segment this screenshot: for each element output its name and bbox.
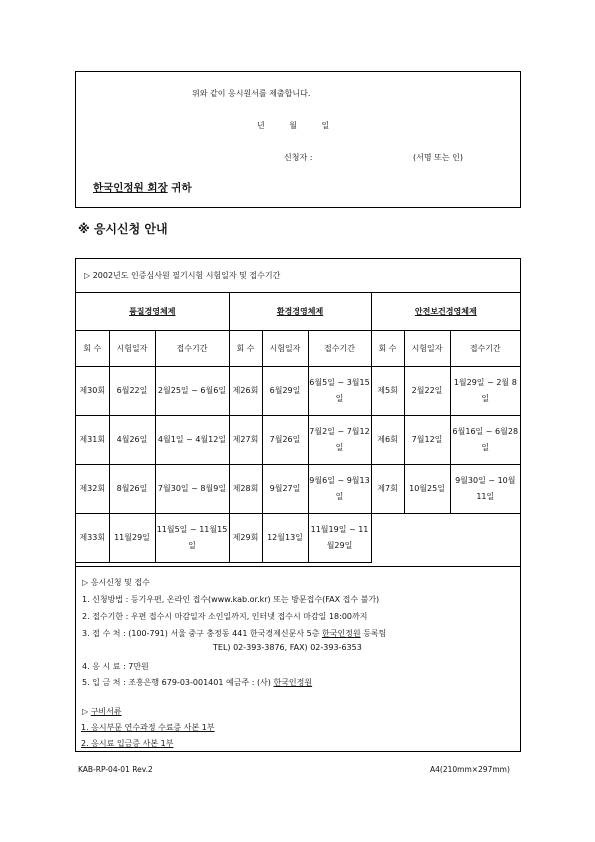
col-header-reception-period: 접수기간	[155, 331, 229, 367]
reception-period-cell: 7월30일 ~ 8월9일	[155, 465, 229, 514]
col-header-reception-period: 접수기간	[450, 331, 520, 367]
info-deadline: 2. 접수기한 : 우편 접수시 마감일자 소인일까지, 인터넷 접수시 마감일 18:00까지	[82, 612, 368, 621]
info-contact: TEL) 02-393-3876, FAX) 02-393-6353	[213, 643, 362, 652]
round-cell: 제27회	[229, 416, 262, 465]
paper-size: A4(210mm×297mm)	[430, 765, 510, 774]
round-cell: 제26회	[229, 367, 262, 416]
recipient-line	[93, 180, 192, 195]
info-payment-text: 5. 입 금 처 : 조흥은행 679-03-001401 예금주 : (사)	[82, 678, 274, 687]
round-cell: 제30회	[76, 367, 109, 416]
reception-period-cell: 2월25일 ~ 6월6일	[155, 367, 229, 416]
exam-date-cell: 12월13일	[262, 514, 308, 563]
table-row	[76, 465, 520, 514]
application-declaration-box	[75, 71, 521, 208]
col-header-round: 회 수	[76, 331, 109, 367]
reception-period-cell: 9월6일 ~ 9월13일	[308, 465, 371, 514]
section-title: ※ 응시신청 안내	[78, 222, 168, 236]
info-payment	[82, 677, 312, 688]
col-header-exam-date: 시험일자	[404, 331, 450, 367]
info-method: 1. 신청방법 : 등기우편, 온라인 접수(www.kab.or.kr) 또는 방문접수(FAX 접수 불가)	[82, 595, 380, 604]
exam-date-cell: 6월22일	[109, 367, 155, 416]
submission-statement: 위와 같이 응시원서를 제출합니다.	[192, 89, 311, 98]
application-info-section	[76, 566, 520, 748]
empty-cell	[371, 514, 520, 563]
document-code: KAB-RP-04-01 Rev.2	[78, 765, 153, 774]
docs-heading-text: 구비서류	[90, 707, 122, 716]
round-cell: 제31회	[76, 416, 109, 465]
info-address-org: 한국인정원	[321, 629, 361, 638]
col-header-round: 회 수	[371, 331, 404, 367]
schedule-title: ▷ 2002년도 인증심사원 필기시험 시험일자 및 접수기간	[84, 271, 281, 280]
exam-date-cell: 11월29일	[109, 514, 155, 563]
round-cell: 제7회	[371, 465, 404, 514]
col-header-exam-date: 시험일자	[109, 331, 155, 367]
col-header-round: 회 수	[229, 331, 262, 367]
reception-period-cell: 7월2일 ~ 7월12일	[308, 416, 371, 465]
info-fee: 4. 응 시 료 : 7만원	[82, 662, 149, 671]
table-row	[76, 416, 520, 465]
schedule-title-row	[76, 259, 520, 293]
round-cell: 제29회	[229, 514, 262, 563]
exam-schedule-table	[76, 293, 520, 563]
doc-item: 1. 응시부문 연수과정 수료증 사본 1부	[81, 723, 215, 732]
reception-period-cell: 6월16일 ~ 6월28일	[450, 416, 520, 465]
system-header-quality: 품질경영체제	[76, 293, 229, 331]
applicant-label: 신청자 :	[284, 153, 313, 162]
reception-period-cell: 9월30일 ~ 10월11일	[450, 465, 520, 514]
reception-period-cell: 11월5일 ~ 11월15일	[155, 514, 229, 563]
exam-date-cell: 10월25일	[404, 465, 450, 514]
reception-period-cell: 4월1일 ~ 4월12일	[155, 416, 229, 465]
docs-heading	[82, 706, 122, 717]
date-line: 년 월 일	[257, 121, 330, 130]
exam-date-cell: 7월12일	[404, 416, 450, 465]
round-cell: 제33회	[76, 514, 109, 563]
exam-date-cell: 7월26일	[262, 416, 308, 465]
exam-date-cell: 6월29일	[262, 367, 308, 416]
round-cell: 제32회	[76, 465, 109, 514]
info-address	[82, 628, 386, 639]
reception-period-cell: 11월19일 ~ 11월29일	[308, 514, 371, 563]
exam-date-cell: 9월27일	[262, 465, 308, 514]
exam-date-cell: 8월26일	[109, 465, 155, 514]
signature-note: (서명 또는 인)	[413, 153, 463, 162]
col-header-exam-date: 시험일자	[262, 331, 308, 367]
system-header-safety: 안전보건경영체제	[371, 293, 520, 331]
reception-period-cell: 1월29일 ~ 2월 8일	[450, 367, 520, 416]
exam-date-cell: 4월26일	[109, 416, 155, 465]
table-row	[76, 367, 520, 416]
table-row	[76, 514, 520, 563]
system-header-environment: 환경경영체제	[229, 293, 371, 331]
col-header-reception-period: 접수기간	[308, 331, 371, 367]
round-cell: 제5회	[371, 367, 404, 416]
recipient-suffix: 귀하	[167, 182, 192, 194]
doc-item: 2. 응시료 입금증 사본 1부	[81, 739, 174, 748]
round-cell: 제6회	[371, 416, 404, 465]
info-heading: ▷ 응시신청 및 접수	[82, 578, 150, 587]
recipient-name: 한국인정원 회장	[93, 182, 168, 194]
docs-heading-mark: ▷	[82, 707, 91, 716]
application-guide-box	[75, 258, 521, 752]
exam-date-cell: 2월22일	[404, 367, 450, 416]
info-payment-holder: 한국인정원	[273, 678, 313, 687]
reception-period-cell: 6월5일 ~ 3월15일	[308, 367, 371, 416]
info-address-text: 3. 접 수 처 : (100-791) 서울 중구 충정동 441 한국경제신문사 5층	[82, 629, 322, 638]
info-address-team: 등록팀	[360, 629, 387, 638]
round-cell: 제28회	[229, 465, 262, 514]
